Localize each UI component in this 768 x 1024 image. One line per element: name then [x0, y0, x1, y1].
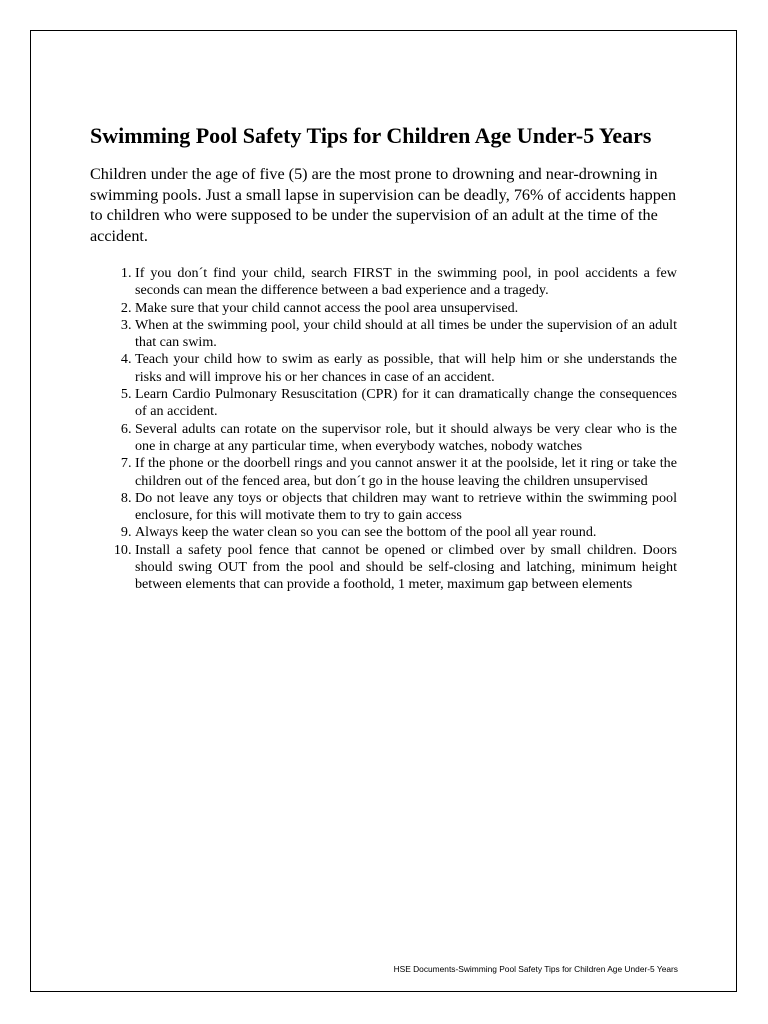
- list-item: 3. When at the swimming pool, your child should at all times be under the supervision of an adult that can swim.: [135, 317, 677, 352]
- list-item: 9. Always keep the water clean so you can see the bottom of the pool all year round.: [135, 524, 677, 541]
- list-item: 2. Make sure that your child cannot access the pool area unsupervised.: [135, 300, 677, 317]
- page-footer: HSE Documents-Swimming Pool Safety Tips for Children Age Under-5 Years: [393, 964, 678, 974]
- list-item: 10. Install a safety pool fence that cannot be opened or climbed over by small children. Doors should swing OUT from the pool and should be self-closing and latching, minimum height between elements that can provide a foothold, 1 meter, maximum gap between elements: [135, 542, 677, 594]
- list-item: 1. If you don´t find your child, search FIRST in the swimming pool, in pool accidents a few seconds can mean the difference between a bad experience and a tragedy.: [135, 265, 677, 300]
- list-item: 7. If the phone or the doorbell rings and you cannot answer it at the poolside, let it ring or take the children out of the fenced area, but don´t go in the house leaving the children unsupervised: [135, 455, 677, 490]
- list-item: 6. Several adults can rotate on the supervisor role, but it should always be very clear who is the one in charge at any particular time, when everybody watches, nobody watches: [135, 421, 677, 456]
- list-item: 5. Learn Cardio Pulmonary Resuscitation (CPR) for it can dramatically change the consequences of an accident.: [135, 386, 677, 421]
- list-item: 4. Teach your child how to swim as early as possible, that will help him or she understands the risks and will improve his or her chances in case of an accident.: [135, 351, 677, 386]
- document-title: Swimming Pool Safety Tips for Children Age Under-5 Years: [90, 123, 652, 148]
- document-body: [90, 120, 677, 594]
- intro-paragraph: Children under the age of five (5) are the most prone to drowning and near-drowning in swimming pools. Just a small lapse in supervision can be deadly, 76% of accidents happen to children who were supposed to be under the supervision of an adult at the time of the accident.: [90, 165, 677, 245]
- safety-tips-list: [90, 265, 677, 594]
- list-item: 8. Do not leave any toys or objects that children may want to retrieve within the swimming pool enclosure, for this will motivate them to try to gain access: [135, 490, 677, 525]
